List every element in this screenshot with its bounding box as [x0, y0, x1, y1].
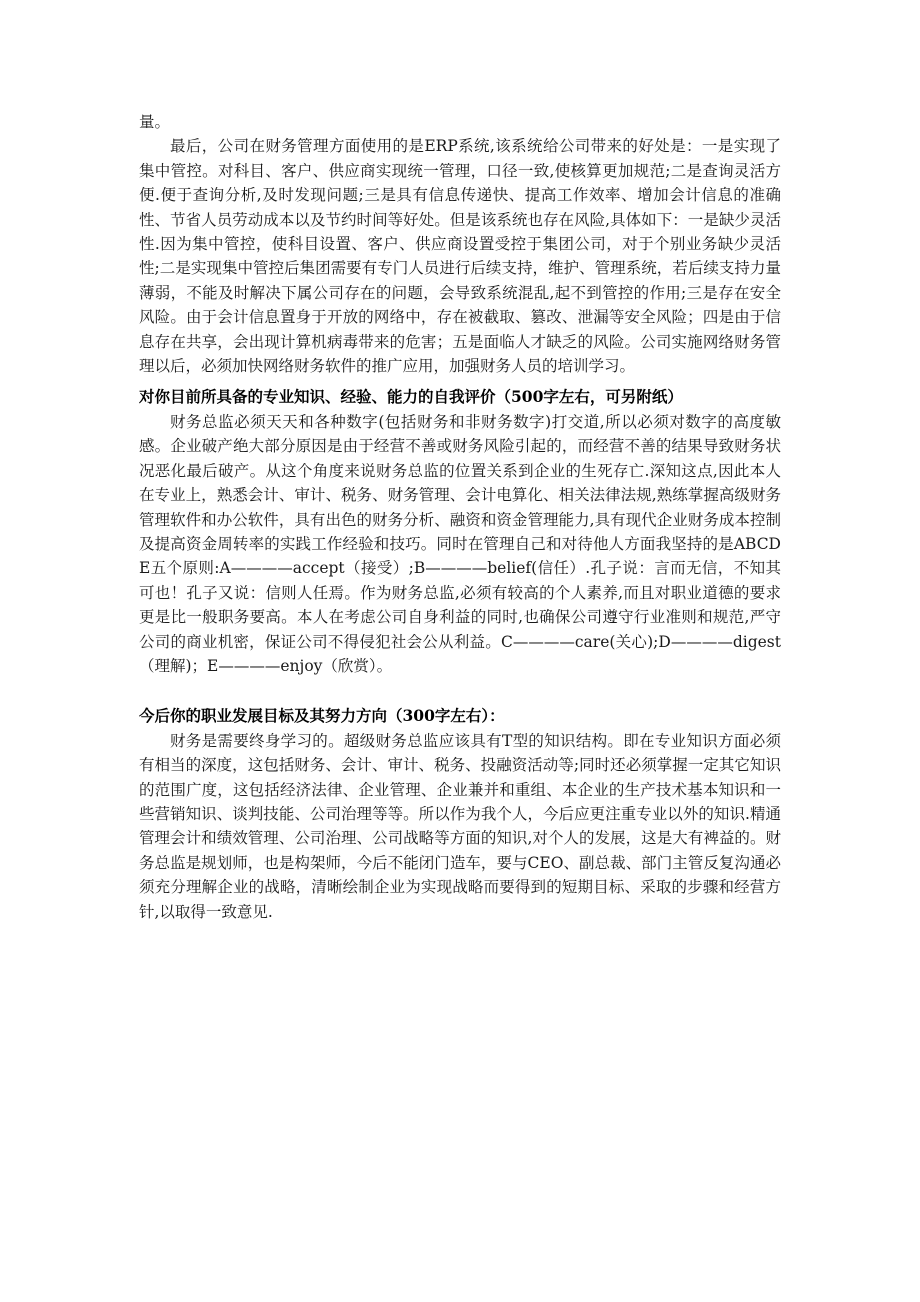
career-goals-heading: 今后你的职业发展目标及其努力方向（300字左右）：	[139, 706, 505, 726]
document-page	[139, 110, 781, 924]
self-evaluation-paragraph: 财务总监必须天天和各种数字(包括财务和非财务数字)打交道,所以必须对数字的高度敏感。企业破产绝大部分原因是由于经营不善或财务风险引起的，而经营不善的结果导致财务状况恶化最后破产。从这个角度来说财务总监的位置关系到企业的生死存亡.深知这点,因此本人在专业上，熟悉会计、审计、税务、财务管理、会计电算化、相关法律法规,熟练掌握高级财务管理软件和办公软件，具有出色的财务分析、融资和资金管理能力,具有现代企业财务成本控制及提高资金周转率的实践工作经验和技巧。同时在管理自己和对待他人方面我坚持的是ABCDE五个原则:A————accept（接受）;B————belief(信任）.孔子说：言而无信，不知其可也！孔子又说：信则人任焉。作为财务总监,必须有较高的个人素养,而且对职业道德的要求更是比一般职务要高。本人在考虑公司自身利益的同时,也确保公司遵守行业准则和规范,严守公司的商业机密，保证公司不得侵犯社会公从利益。C————care(关心);D————digest（理解)；E————enjoy（欣赏）。	[139, 412, 781, 675]
carryover-text: 量。	[139, 113, 171, 131]
career-goals-paragraph: 财务是需要终身学习的。超级财务总监应该具有T型的知识结构。即在专业知识方面必须有相当的深度，这包括财务、会计、审计、税务、投融资活动等;同时还必须掌握一定其它知识的范围广度，这包括经济法律、企业管理、企业兼并和重组、本企业的生产技术基本知识和一些营销知识、谈判技能、公司治理等等。所以作为我个人，今后应更注重专业以外的知识.精通管理会计和绩效管理、公司治理、公司战略等方面的知识,对个人的发展，这是大有裨益的。财务总监是规划师，也是构架师，今后不能闭门造车，要与CEO、副总裁、部门主管反复沟通必须充分理解企业的战略，清晰绘制企业为实现战略而要得到的短期目标、采取的步骤和经营方针,以取得一致意见.	[139, 731, 781, 921]
erp-paragraph: 最后，公司在财务管理方面使用的是ERP系统,该系统给公司带来的好处是：一是实现了集中管控。对科目、客户、供应商实现统一管理，口径一致,使核算更加规范;二是查询灵活方便.便于查询分析,及时发现问题;三是具有信息传递快、提高工作效率、增加会计信息的准确性、节省人员劳动成本以及节约时间等好处。但是该系统也存在风险,具体如下：一是缺少灵活性.因为集中管控，使科目设置、客户、供应商设置受控于集团公司，对于个别业务缺少灵活性;二是实现集中管控后集团需要有专门人员进行后续支持，维护、管理系统，若后续支持力量薄弱，不能及时解决下属公司存在的问题，会导致系统混乱,起不到管控的作用;三是存在安全风险。由于会计信息置身于开放的网络中，存在被截取、篡改、泄漏等安全风险；四是由于信息存在共享，会出现计算机病毒带来的危害；五是面临人才缺乏的风险。公司实施网络财务管理以后，必须加快网络财务软件的推广应用，加强财务人员的培训学习。	[139, 137, 781, 376]
self-evaluation-heading: 对你目前所具备的专业知识、经验、能力的自我评价（500字左右，可另附纸）	[139, 387, 683, 407]
